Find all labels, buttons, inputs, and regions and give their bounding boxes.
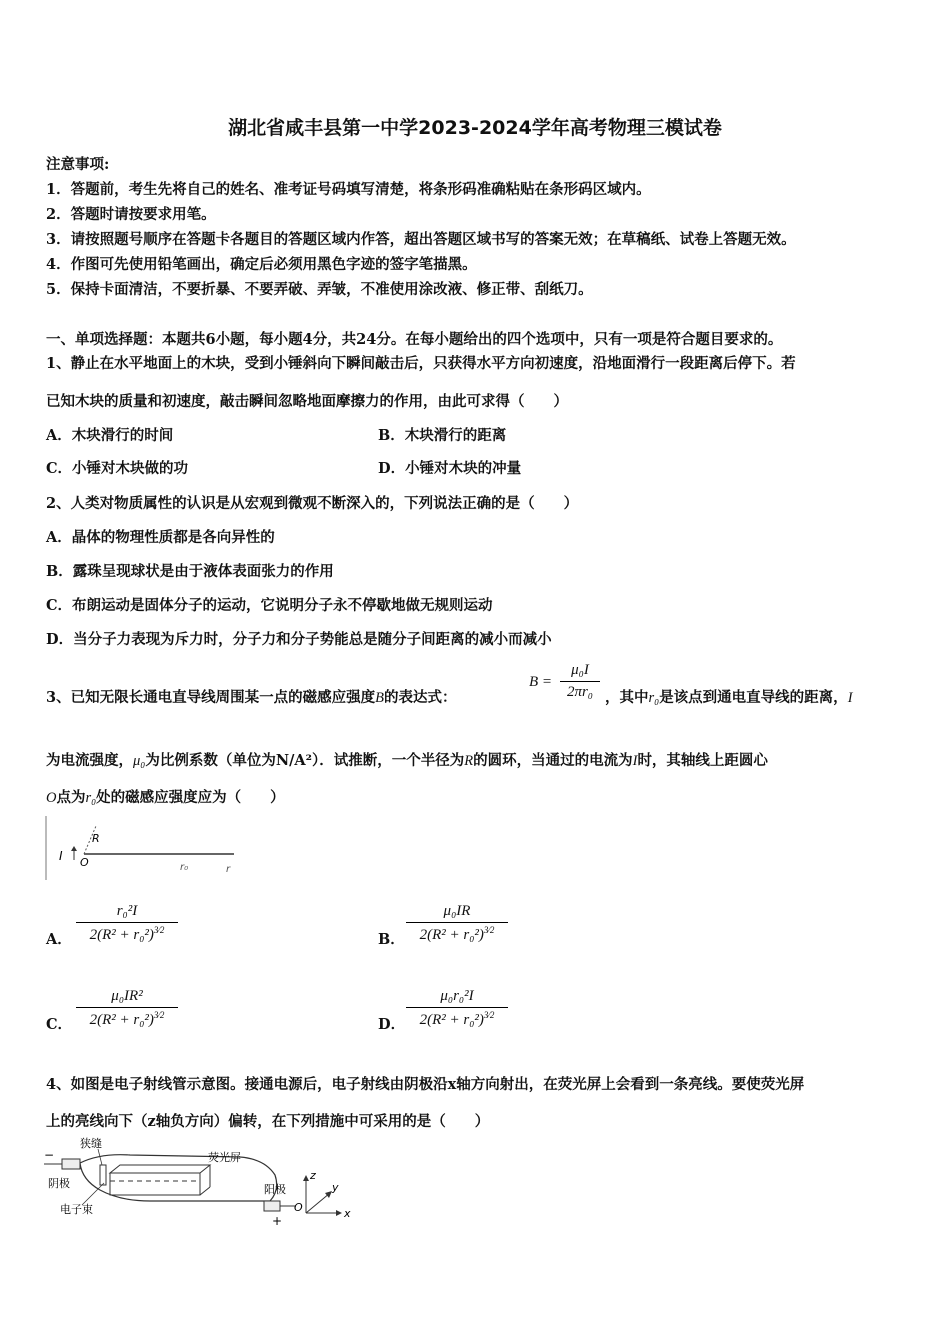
fraction-bar	[560, 681, 600, 682]
q2-option-b: B．露珠呈现球状是由于液体表面张力的作用	[46, 563, 334, 580]
q2-option-d: D．当分子力表现为斥力时，分子力和分子势能总是随分子间距离的减小而减小	[46, 631, 552, 648]
den-text: 2(R² + r₀²)	[419, 927, 484, 943]
q3-option-b-label: B．	[378, 931, 405, 948]
q3-formula-lhs: B =	[529, 674, 553, 690]
q3-symbol-i: I	[847, 690, 853, 706]
current-arrow-head	[71, 846, 77, 851]
label-r0: r₀	[180, 862, 189, 873]
label-slit: 狭缝	[80, 1137, 102, 1150]
fraction-bar	[406, 922, 508, 923]
den-text: 2(R² + r₀²)	[419, 1012, 484, 1028]
q3-symbol-r: R	[464, 753, 474, 769]
notice-item-5: 5．保持卡面清洁，不要折暴、不要弄破、弄皱，不准使用涂改液、修正带、刮纸刀。	[46, 281, 593, 298]
screen-top	[110, 1165, 210, 1173]
option-a-denominator	[76, 925, 178, 944]
q1-option-b: B．木块滑行的距离	[378, 427, 507, 444]
den-exp: 3⁄2	[483, 1010, 495, 1020]
z-axis-head	[303, 1175, 309, 1181]
q3-formula-numerator: μ₀I	[571, 662, 589, 678]
option-c-denominator	[76, 1010, 178, 1029]
label-o: O	[294, 1201, 303, 1214]
q3-symbol-r0-2: r₀	[85, 790, 97, 806]
label-anode: 阳极	[264, 1183, 286, 1196]
y-axis	[306, 1193, 330, 1213]
option-b-numerator: μ₀IR	[443, 903, 471, 919]
q3-stem-line1-tail	[605, 686, 853, 707]
q1-stem-line1: 1、静止在水平地面上的木块，受到小锤斜向下瞬间敲击后，只获得水平方向初速度，沿地面滑行一段距离后停下。若	[46, 355, 796, 372]
q3-text-3b: 点为	[56, 789, 86, 806]
notice-item-4: 4．作图可先使用铅笔画出，确定后必须用黑色字迹的签字笔描黑。	[46, 256, 477, 273]
q3-option-d-label: D．	[378, 1016, 406, 1033]
q1-option-c: C．小锤对木块做的功	[46, 460, 189, 477]
q3-text-1d: 是该点到通电直导线的距离，	[659, 689, 848, 706]
q4-diagram	[40, 1135, 360, 1235]
q3-text-3c: 处的磁感应强度应为（ ）	[96, 789, 285, 806]
label-r-axis: r	[226, 864, 231, 875]
q3-text-1a: 3、已知无限长通电直导线周围某一点的磁感应强度	[46, 689, 376, 706]
anode-connector	[264, 1201, 280, 1211]
x-axis-head	[336, 1210, 342, 1216]
screen-front	[110, 1173, 200, 1195]
den-text: 2(R² + r₀²)	[89, 1012, 154, 1028]
option-d-numerator: μ₀r₀²I	[440, 988, 474, 1004]
label-x: x	[344, 1207, 351, 1220]
q2-stem: 2、人类对物质属性的认识是从宏观到微观不断深入的，下列说法正确的是（ ）	[46, 495, 579, 512]
label-cathode: 阴极	[48, 1177, 70, 1190]
label-y: y	[332, 1181, 339, 1194]
q3-formula-fraction	[560, 662, 600, 701]
cathode-connector	[62, 1159, 80, 1169]
option-b-denominator	[406, 925, 508, 944]
q2-option-c: C．布朗运动是固体分子的运动，它说明分子永不停歇地做无规则运动	[46, 597, 493, 614]
slit-plate	[100, 1165, 106, 1185]
den-exp: 3⁄2	[153, 925, 165, 935]
q3-diagram	[44, 814, 244, 884]
q3-symbol-mu0: μ₀	[133, 753, 146, 769]
q3-formula-denominator: 2πr₀	[566, 684, 594, 700]
fraction-bar	[406, 1007, 508, 1008]
den-exp: 3⁄2	[153, 1010, 165, 1020]
screen-side-bottom	[200, 1187, 210, 1195]
q3-symbol-o: O	[46, 790, 57, 806]
q3-text-2d: 时，其轴线上距圆心	[637, 752, 768, 769]
q3-stem-line1	[46, 686, 456, 707]
label-r: R	[92, 832, 100, 845]
q3-option-b-fraction	[406, 903, 508, 944]
q3-stem-line3	[46, 786, 285, 807]
q1-option-d: D．小锤对木块的冲量	[378, 460, 522, 477]
q2-option-a: A．晶体的物理性质都是各向异性的	[46, 529, 275, 546]
q3-stem-line2	[46, 749, 768, 770]
q3-symbol-r0: r₀	[648, 690, 660, 706]
q1-stem-line2: 已知木块的质量和初速度，敲击瞬间忽略地面摩擦力的作用，由此可求得（ ）	[46, 393, 568, 410]
q3-text-1c: ，其中	[605, 689, 649, 706]
q3-option-a-label: A．	[46, 931, 72, 948]
q3-symbol-b: B	[375, 690, 384, 706]
q3-text-2b: 为比例系数（单位为N/A²）．试推断，一个半径为	[145, 752, 465, 769]
notice-heading: 注意事项:	[46, 156, 110, 173]
notice-item-1: 1．答题前，考生先将自己的姓名、准考证号码填写清楚，将条形码准确粘贴在条形码区域内。	[46, 181, 651, 198]
label-o: O	[80, 856, 89, 869]
q3-text-2a: 为电流强度，	[46, 752, 133, 769]
q1-option-a: A．木块滑行的时间	[46, 427, 174, 444]
y-axis-head	[325, 1191, 332, 1198]
q4-stem-line2: 上的亮线向下（z轴负方向）偏转，在下列措施中可采用的是（ ）	[46, 1113, 490, 1130]
option-c-numerator: μ₀IR²	[111, 988, 143, 1004]
den-text: 2(R² + r₀²)	[89, 927, 154, 943]
q3-option-d-fraction	[406, 988, 508, 1029]
label-beam: 电子束	[60, 1203, 93, 1216]
notice-item-3: 3．请按照题号顺序在答题卡各题目的答题区域内作答，超出答题区域书写的答案无效；在草稿纸、试卷上答题无效。	[46, 231, 796, 248]
label-screen: 荧光屏	[208, 1151, 241, 1164]
q3-text-1b: 的表达式：	[383, 689, 457, 706]
label-minus: −	[44, 1148, 55, 1162]
label-plus: +	[272, 1214, 283, 1228]
q4-stem-line1: 4、如图是电子射线管示意图。接通电源后，电子射线由阴极沿x轴方向射出，在荧光屏上会看到一条亮线。要使荧光屏	[46, 1076, 805, 1093]
fraction-bar	[76, 922, 178, 923]
page-title: 湖北省咸丰县第一中学2023-2024学年高考物理三模试卷	[228, 117, 722, 139]
label-z: z	[310, 1169, 316, 1182]
section-heading: 一、单项选择题：本题共6小题，每小题4分，共24分。在每小题给出的四个选项中，只有一项是符合题目要求的。	[46, 331, 783, 348]
q3-symbol-i-2: I	[632, 753, 638, 769]
fraction-bar	[76, 1007, 178, 1008]
q3-option-c-fraction	[76, 988, 178, 1029]
notice-item-2: 2．答题时请按要求用笔。	[46, 206, 216, 223]
option-d-denominator	[406, 1010, 508, 1029]
q3-text-2c: 的圆环，当通过的电流为	[473, 752, 633, 769]
den-exp: 3⁄2	[483, 925, 495, 935]
beam-pointer	[82, 1183, 104, 1205]
q3-option-c-label: C．	[46, 1016, 73, 1033]
q3-option-a-fraction	[76, 903, 178, 944]
label-i: I	[59, 849, 63, 863]
option-a-numerator: r₀²I	[116, 903, 138, 919]
